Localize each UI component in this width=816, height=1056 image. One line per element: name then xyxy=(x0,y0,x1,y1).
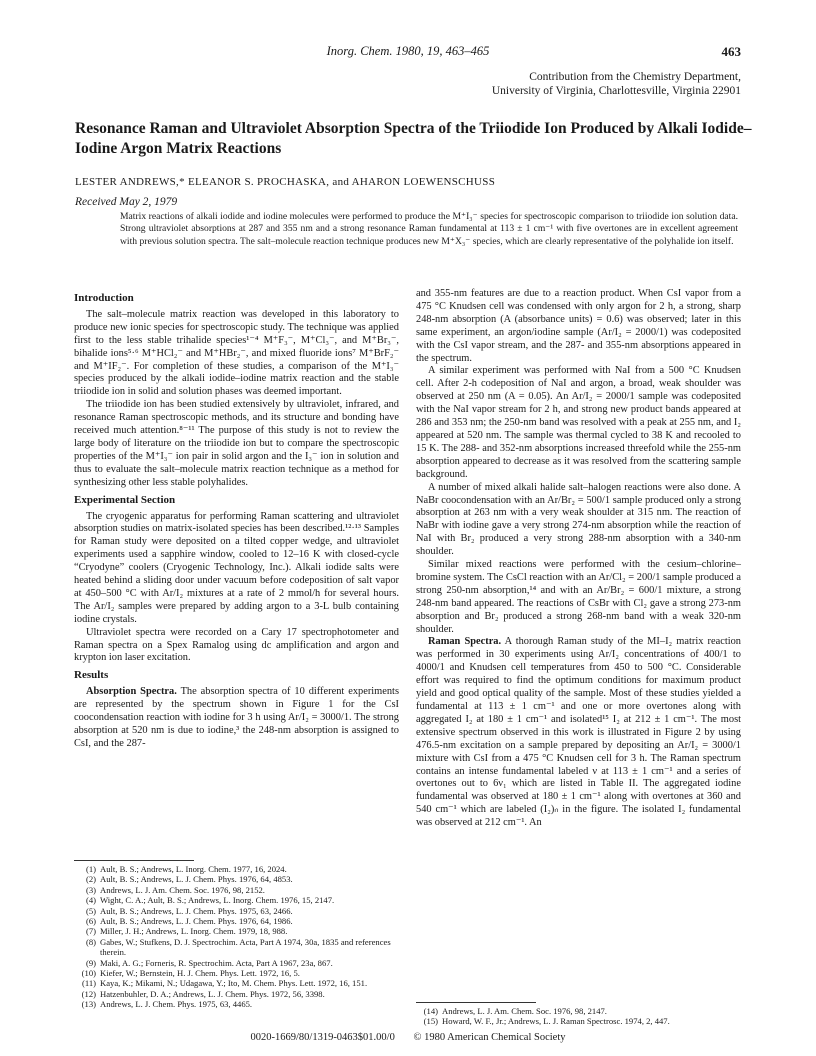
page-number: 463 xyxy=(721,44,741,59)
reference-text: Hatzenbuhler, D. A.; Andrews, L. J. Chem. Phys. 1972, 56, 3398. xyxy=(100,988,325,999)
right-paragraph-1: and 355-nm features are due to a reaction product. When CsI vapor from a 475 °C Knudsen cell was condensed with only argon for 2 h, a strong, sharp 248-nm absorption (A (absorbance units) = 0.6) was observed; later in this same experiment, an argon/iodine sample (Ar/I₂ = 2000/1) was codeposited with the CsI vapor stream, and the 287- and 355-nm absorptions appeared in the spectrum. xyxy=(416,288,741,364)
abstract: Matrix reactions of alkali iodide and iodine molecules were performed to produce the M⁺I₃⁻ species for spectroscopic comparison to triiodide ion solution data. Strong ultraviolet absorptions at 287 and 355 nm and a strong resonance Raman fundamental at 113 ± 1 cm⁻¹ with five overtones are in excellent agreement with previous solution spectra. The salt–molecule reaction technique produces new M⁺X₃⁻ species, which are clearly representative of the polyhalide ion itself. xyxy=(120,211,738,247)
references-right xyxy=(416,1002,741,1027)
right-paragraph-3: A number of mixed alkali halide salt–halogen reactions were also done. A NaBr coocondensation with an Ar/Br₂ = 500/1 sample produced only a strong absorption at 263 nm with a very weak shoulder at 315 nm. The reaction of NaBr with iodine gave a very strong 274-nm absorption while the reaction of NaI with Br₂ produced a very strong 288-nm absorption with a 340-nm shoulder. xyxy=(416,481,741,558)
reference-item xyxy=(74,874,399,884)
reference-item xyxy=(74,968,399,978)
right-column xyxy=(416,288,741,830)
article-code: 0020-1669/80/1319-0463$01.00/0 xyxy=(250,1032,395,1043)
introduction-paragraph-2: The triiodide ion has been studied extensively by ultraviolet, infrared, and resonance Raman spectroscopic methods, and its structure and bonding have received much attention.⁸⁻¹¹ The purpose of this study is not to review the large body of literature on the triiodide ion but to compare the spectroscopic properties of the M⁺I₃⁻ ion pair in solid argon and the I₃⁻ ion in solution and thus to evaluate the salt–molecule matrix reaction technique as a method for synthesizing other less stable polyhalides. xyxy=(74,399,399,488)
results-heading: Results xyxy=(74,669,109,682)
absorption-spectra-paragraph xyxy=(74,686,399,751)
reference-text: Ault, B. S.; Andrews, L. J. Chem. Phys. 1975, 63, 2466. xyxy=(100,905,293,916)
right-paragraph-2: A similar experiment was performed with NaI from a 500 °C Knudsen cell. After 2-h codeposition of NaI and argon, a broad, weak shoulder was observed at 250 nm (A = 0.05). An Ar/I₂ = 2000/1 sample was codeposited with the NaI vapor stream for 2 h, and strong new product bands appeared at 286 and 353 nm; the 250-nm band was resolved with a peak at 255 nm, and I₂ appeared at 520 nm. The sample was thermal cycled to 38 K and recooled to 15 K. The 288- and 352-nm absorptions increased threefold while the 255-nm absorption appeared to decrease as it was resolved from the scattering sample background. xyxy=(416,365,741,480)
reference-number: (10) xyxy=(81,968,96,979)
page-footer xyxy=(0,1032,816,1043)
reference-text: Kiefer, W.; Bernstein, H. J. Chem. Phys. Lett. 1972, 16, 5. xyxy=(100,968,300,979)
references-rule xyxy=(416,1002,536,1003)
reference-number: (3) xyxy=(85,884,96,895)
reference-number: (8) xyxy=(85,936,96,947)
experimental-paragraph-2: Ultraviolet spectra were recorded on a Cary 17 spectrophotometer and Raman spectra on a Spex Ramalog using dc amplification and argon and krypton ion laser excitation. xyxy=(74,626,399,664)
references-left xyxy=(74,860,399,1010)
reference-number: (6) xyxy=(85,916,96,927)
reference-number: (9) xyxy=(85,957,96,968)
reference-item xyxy=(416,1016,741,1026)
raman-spectra-paragraph xyxy=(416,636,741,830)
article-title: Resonance Raman and Ultraviolet Absorption Spectra of the Triiodide Ion Produced by Alkali Iodide–Iodine Argon Matrix Reactions xyxy=(75,120,752,157)
reference-text: Howard, W. F., Jr.; Andrews, L. J. Raman Spectrosc. 1974, 2, 447. xyxy=(442,1016,670,1027)
introduction-heading: Introduction xyxy=(74,292,134,304)
introduction-paragraph-1: The salt–molecule matrix reaction was developed in this laboratory to produce new ionic species for spectroscopic study. The technique was applied first to the less stable trihalide species¹⁻⁴ M⁺F₃⁻, M⁺Cl₃⁻, and M⁺Br₃⁻, bihalide ions⁵·⁶ M⁺HCl₂⁻ and M⁺HBr₂⁻, and mixed fluoride ions⁷ M⁺BrF₂⁻ and M⁺IF₂⁻. For completion of these studies, a comparison of the M⁺I₃⁻ species produced by the alkali iodide–iodine matrix reaction and the stable triiodide ion in solid and solution phases was deemed important. xyxy=(74,308,399,398)
reference-number: (13) xyxy=(81,999,96,1010)
reference-number: (5) xyxy=(85,905,96,916)
reference-text: Ault, B. S.; Andrews, L. J. Chem. Phys. 1976, 64, 4853. xyxy=(100,874,293,885)
reference-number: (11) xyxy=(82,978,96,989)
contribution-line-2: University of Virginia, Charlottesville, Virginia 22901 xyxy=(491,85,741,97)
author-list: LESTER ANDREWS,* ELEANOR S. PROCHASKA, and AHARON LOEWENSCHUSS xyxy=(75,176,496,188)
reference-number: (7) xyxy=(85,926,96,937)
received-date: Received May 2, 1979 xyxy=(75,196,178,208)
contribution-affiliation xyxy=(492,70,741,98)
raman-spectra-text: A thorough Raman study of the MI–I₂ matrix reaction was performed in 30 experiments using Ar/I₂ concentrations of 400/1 to 4000/1 and Knudsen cell temperatures from 450 to 500 °C. Considerable effort was required to find the optimum conditions for maximum product yield and good optical quality of the sample. Most of these studies yielded a fundamental at 113 ± 1 cm⁻¹ and one or more overtones along with aggregated I₂ at 180 ± 1 cm⁻¹ and isolated¹⁵ I₂ at 212 ± 1 cm⁻¹. The most extensive spectrum observed in this work is illustrated in Figure 2 by using 476.5-nm excitation on a sample prepared by depositing an Ar/I₂ = 3000/1 mixture with CsI from a 475 °C Knudsen cell for 3 h. The Raman spectrum contains an intense fundamental labeled ν at 113 ± 1 cm⁻¹ and a series of overtones out to 6ν₁ which are listed in Table II. The aggregated iodine fundamental was observed at 180 ± 1 cm⁻¹ along with overtones at 360 and 540 cm⁻¹ which are labeled (I₂)ₙ in the figure. The isolated I₂ fundamental was observed at 212 cm⁻¹. An xyxy=(416,636,741,829)
reference-item xyxy=(74,916,399,926)
reference-text: Ault, B. S.; Andrews, L. Inorg. Chem. 1977, 16, 2024. xyxy=(100,864,287,874)
raman-spectra-runin: Raman Spectra. xyxy=(428,636,502,648)
reference-item xyxy=(74,906,399,916)
reference-number: (14) xyxy=(423,1006,438,1016)
reference-text: Wight, C. A.; Ault, B. S.; Andrews, L. Inorg. Chem. 1976, 15, 2147. xyxy=(100,895,335,906)
reference-number: (2) xyxy=(85,874,96,885)
reference-number: (12) xyxy=(81,988,96,999)
reference-item xyxy=(74,978,399,988)
reference-number: (15) xyxy=(423,1016,438,1027)
reference-item xyxy=(74,937,399,958)
reference-item xyxy=(74,895,399,905)
reference-text: Andrews, L. J. Chem. Phys. 1975, 63, 4465. xyxy=(100,999,253,1010)
reference-text: Gabes, W.; Stufkens, D. J. Spectrochim. Acta, Part A 1974, 30a, 1835 and references therein. xyxy=(100,936,391,958)
reference-number: (1) xyxy=(85,864,96,874)
absorption-spectra-text: The absorption spectra of 10 different experiments are represented by the spectrum shown in Figure 1 for the CsI coocondensation reaction with iodine for 3 h using Ar/I₂ = 3000/1. The strong absorption at 520 nm is due to iodine,³ the 248-nm absorption is assigned to CsI, and the 287- xyxy=(74,686,399,749)
reference-item xyxy=(74,989,399,999)
reference-text: Andrews, L. J. Am. Chem. Soc. 1976, 98, 2152. xyxy=(100,884,265,895)
reference-text: Miller, J. H.; Andrews, L. Inorg. Chem. 1979, 18, 988. xyxy=(100,926,288,937)
contribution-line-1: Contribution from the Chemistry Department, xyxy=(529,71,741,83)
left-column xyxy=(74,288,399,751)
reference-text: Kaya, K.; Mikami, N.; Udagawa, Y.; Ito, M. Chem. Phys. Lett. 1972, 16, 151. xyxy=(100,978,368,989)
reference-text: Maki, A. G.; Forneris, R. Spectrochim. Acta, Part A 1967, 23a, 867. xyxy=(100,957,333,968)
references-rule xyxy=(74,860,194,861)
reference-text: Ault, B. S.; Andrews, L. J. Chem. Phys. 1976, 64, 1986. xyxy=(100,916,293,927)
experimental-heading: Experimental Section xyxy=(74,493,176,506)
right-paragraph-4: Similar mixed reactions were performed with the cesium–chlorine–bromine system. The CsCl reaction with an Ar/Cl₂ = 200/1 sample produced a strong 250-nm absorption,¹⁴ and with an Ar/Br₂ = 600/1 mixture, a strong 248-nm band appeared. The reactions of CsBr with Cl₂ gave a strong 273-nm absorption and Br₂ produced a strong 268-nm band with a weak 320-nm shoulder. xyxy=(416,559,741,635)
absorption-spectra-runin: Absorption Spectra. xyxy=(86,686,177,698)
reference-item xyxy=(416,1006,741,1016)
reference-item xyxy=(74,958,399,968)
reference-text: Andrews, L. J. Am. Chem. Soc. 1976, 98, 2147. xyxy=(442,1006,607,1016)
reference-item xyxy=(74,926,399,936)
reference-item xyxy=(74,864,399,874)
reference-item xyxy=(74,885,399,895)
copyright-notice: © 1980 American Chemical Society xyxy=(413,1032,566,1043)
experimental-paragraph-1: The cryogenic apparatus for performing Raman scattering and ultraviolet absorption studies on matrix-isolated species has been described.¹²·¹³ Samples for Raman study were deposited on a tilted copper wedge, and ultraviolet experiments used a sapphire window, cooled to 12–16 K with closed-cycle “Cryodyne” coolers (Cryogenic Technology, Inc.). Alkali iodide salts were heated behind a sliding door under vacuum before codeposition of salt vapor at 450–500 °C with Ar/I₂ mixtures at a rate of 2 mmol/h for several hours. The Ar/I₂ samples were prepared by adding argon to a 3-L bulb containing iodine crystals. xyxy=(74,510,399,625)
reference-item xyxy=(74,999,399,1009)
reference-number: (4) xyxy=(85,895,96,906)
journal-citation: Inorg. Chem. 1980, 19, 463–465 xyxy=(326,44,490,58)
